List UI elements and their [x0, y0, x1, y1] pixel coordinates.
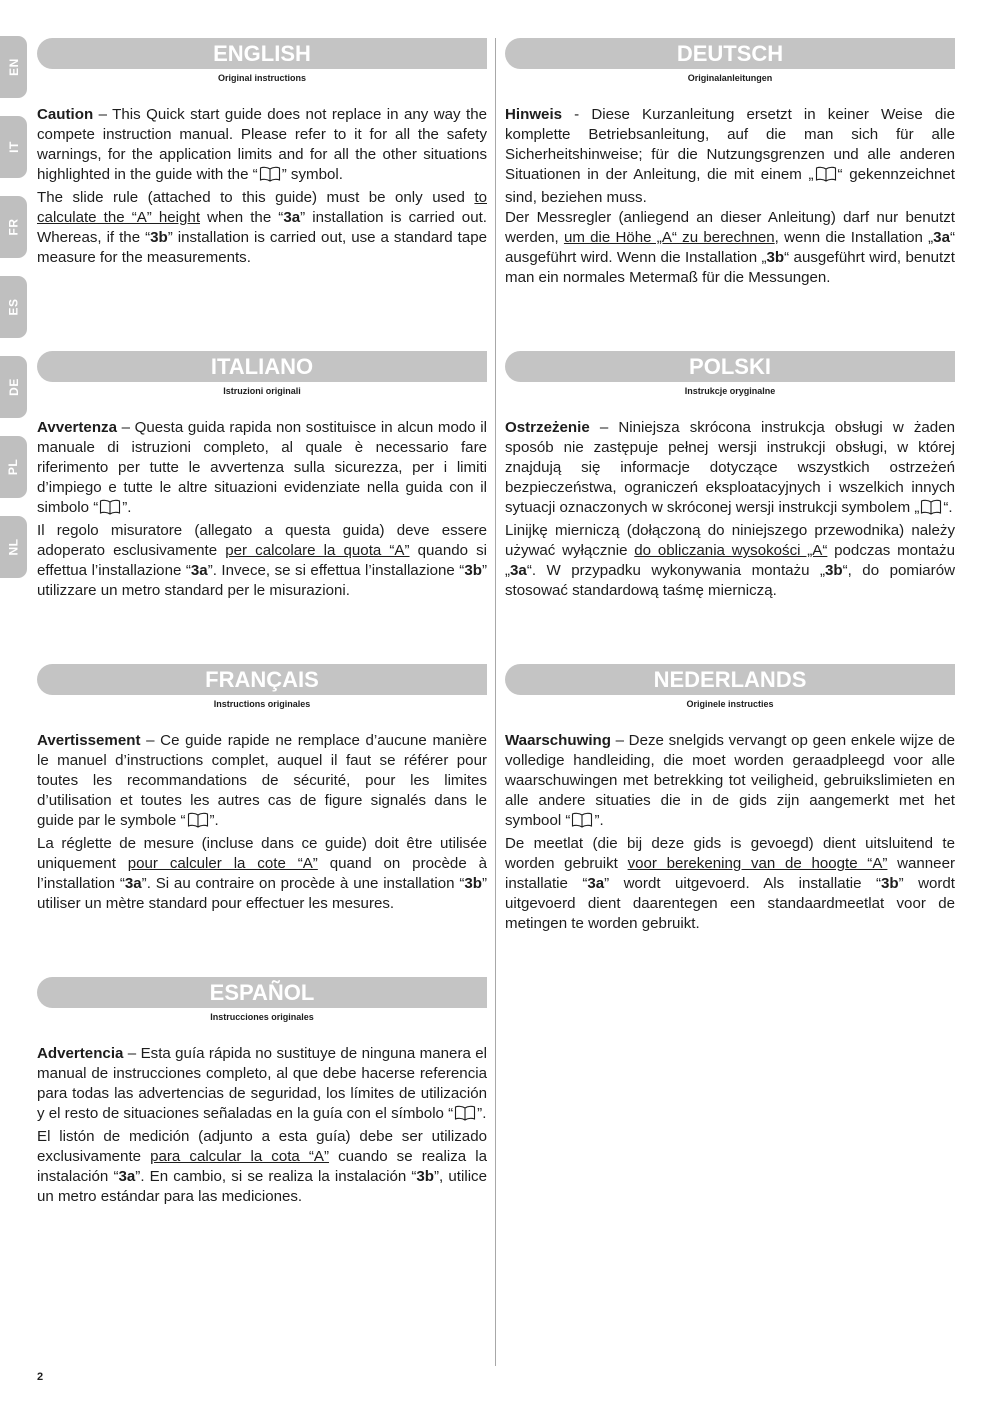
section-body [37, 105, 487, 268]
underlined-text: pour calculer la cote “A” [127, 855, 318, 872]
underlined-text: to calculate the “A” height [37, 189, 487, 226]
caution-paragraph [505, 731, 955, 834]
page-number: 2 [37, 1371, 44, 1383]
section-body [37, 418, 487, 601]
column-divider [495, 38, 496, 1366]
section-deutsch [505, 38, 955, 288]
section-body [37, 731, 487, 914]
text: wanneer installatie “ [505, 855, 955, 892]
section-title: ENGLISH [37, 38, 487, 69]
install-code-3a: 3a [933, 229, 950, 246]
install-code-3a: 3a [118, 1168, 136, 1185]
underlined-text: per calcolare la quota “A” [225, 542, 410, 559]
text: Il regolo misuratore (allegato a questa guida) deve essere adoperato esclusivamente [37, 522, 487, 559]
install-code-3a: 3a [587, 875, 605, 892]
install-code-3b: 3b [881, 875, 899, 892]
text: “, do pomiarów stosować standardową taśmę mierniczą. [505, 562, 955, 599]
text: “. W przypadku wykonywania montażu „ [526, 562, 825, 579]
install-code-3a: 3a [283, 209, 301, 226]
caution-lead: Waarschuwing [505, 732, 611, 749]
slide-rule-paragraph [37, 834, 487, 914]
text: – This Quick start guide does not replace in any way the compete instruction manual. Please refer to it for all the safety warnings, for the application limits and for all the other situations highlighted in the guide with the “ [37, 106, 487, 183]
section-title: ITALIANO [37, 351, 487, 382]
caution-lead: Avvertenza [37, 419, 117, 436]
section-nederlands [505, 664, 955, 934]
slide-rule-paragraph [37, 1127, 487, 1207]
caution-paragraph [505, 105, 955, 208]
tab-es[interactable] [0, 276, 27, 338]
text: – Niniejsza skrócona instrukcja obsługi w żaden sposób nie zastępuje pełnej wersji instrukcji obsługi, w której znajdują się informacje dotyczące wszystkich ostrzeżeń bezpieczeństwa, ograniczeń eksploatacyjnych i wszelkich innych sytuacji oznaczonych w skróconej wersji instrukcji symbolem „ [505, 419, 955, 516]
caution-lead: Ostrzeżenie [505, 419, 590, 436]
book-icon [920, 499, 942, 521]
section-francais [37, 664, 487, 914]
install-code-3b: 3b [766, 249, 785, 266]
underlined-text: do obliczania wysokości „A“ [634, 542, 828, 559]
section-title: ESPAÑOL [37, 977, 487, 1008]
tab-label: FR [6, 218, 21, 236]
text: ”. [477, 1105, 487, 1122]
tab-fr[interactable] [0, 196, 27, 258]
text: – Esta guía rápida no sustituye de ninguna manera el manual de instrucciones completo, al que debe hacerse referencia para todas las advertencias de seguridad, los límites de utilización y el resto de situaciones señaladas en la guía con el símbolo “ [37, 1045, 487, 1122]
install-code-3a: 3a [510, 562, 527, 579]
text: cuando se realiza la instalación “ [37, 1148, 487, 1185]
book-icon [187, 812, 209, 834]
text: ”. [122, 499, 132, 516]
caution-lead: Avertissement [37, 732, 141, 749]
book-icon [571, 812, 593, 834]
section-subtitle: Instrukcje oryginalne [684, 386, 776, 396]
section-subtitle: Instrucciones originales [210, 1012, 314, 1022]
text: ” utilizzare un metro standard per le misurazioni. [37, 562, 487, 599]
text: The slide rule (attached to this guide) must be only used [37, 189, 475, 206]
section-body [505, 105, 955, 288]
text: – Ce guide rapide ne remplace d’aucune manière le manuel d’instructions complet, auquel il faut se référer pour toutes les recommandations de sécurité, pour les limites d’utilisation et toutes les autres cas de figure signalés dans le guide par le symbole “ [37, 732, 487, 829]
text: ” installation is carried out, use a standard tape measure for the measurements. [37, 229, 488, 266]
text: “ ausgeführt wird, benutzt man ein normales Metermaß für die Messungen. [505, 249, 955, 286]
tab-nl[interactable] [0, 516, 27, 578]
text: Der Messregler (anliegend an dieser Anleitung) darf nur benutzt werden, [505, 209, 955, 246]
section-subtitle: Originele instructies [686, 699, 774, 709]
text: ” utiliser un mètre standard pour effectuer les mesures. [37, 875, 488, 912]
section-title: POLSKI [505, 351, 955, 382]
text: “. [943, 499, 953, 516]
text: ” wordt uitgevoerd dient daarentegen een standaardmeetlat voor de metingen te worden gebruikt. [505, 875, 955, 932]
text: El listón de medición (adjunto a esta guía) debe ser utilizado exclusivamente [37, 1128, 487, 1165]
tab-label: NL [6, 538, 21, 556]
install-code-3b: 3b [150, 229, 168, 246]
text: ”. Invece, se si effettua l’installazione “ [207, 562, 465, 579]
section-english [37, 38, 487, 268]
section-subtitle: Instructions originales [213, 699, 311, 709]
caution-paragraph [505, 418, 955, 521]
tab-pl[interactable] [0, 436, 27, 498]
section-espanol [37, 977, 487, 1207]
section-title: FRANÇAIS [37, 664, 487, 695]
text: when the “ [200, 209, 284, 226]
text: “ ausgeführt wird. Wenn die Installation „ [505, 229, 955, 266]
install-code-3b: 3b [464, 562, 482, 579]
text: podczas montażu „ [505, 542, 955, 579]
section-body [505, 731, 955, 934]
slide-rule-paragraph [37, 188, 487, 268]
text: De meetlat (die bij deze gids is gevoegd) dient uitsluitend te worden gebruikt [505, 835, 955, 872]
tab-label: DE [6, 378, 21, 396]
text: – Deze snelgids vervangt op geen enkele wijze de volledige handleiding, die moet worden geraadpleegd voor alle waarschuwingen met betrekking tot veiligheid, gebruikslimieten en alle andere situaties die in de gids zijn aangemerkt met het symbool “ [505, 732, 955, 829]
text: “ gekennzeichnet sind, beziehen muss. [505, 166, 955, 206]
section-italiano [37, 351, 487, 601]
text: quando si effettua l’installazione “ [37, 542, 488, 579]
section-body [505, 418, 955, 601]
book-icon [259, 166, 281, 188]
caution-paragraph [37, 105, 487, 188]
text: quand on procède à l’installation “ [37, 855, 487, 892]
tab-de[interactable] [0, 356, 27, 418]
caution-lead: Hinweis [505, 106, 563, 123]
text: ” installation is carried out. Whereas, if the “ [37, 209, 487, 246]
section-subtitle: Istruzioni originali [223, 386, 301, 396]
text: , wenn die Installation „ [774, 229, 934, 246]
text: - Diese Kurzanleitung ersetzt in keiner Weise die komplette Betriebsanleitung, auf die man sich für alle Sicherheitshinweise; für die Nutzungsgrenzen und alle anderen Situationen in der Anleitung, die mit einem „ [505, 106, 955, 183]
text: ” symbol. [281, 166, 343, 183]
slide-rule-paragraph [505, 208, 955, 288]
underlined-text: para calcular la cota “A” [150, 1148, 330, 1165]
section-title: DEUTSCH [505, 38, 955, 69]
slide-rule-paragraph [505, 834, 955, 934]
underlined-text: voor berekening van de hoogte “A” [627, 855, 888, 872]
text: ”. Si au contraire on procède à une installation “ [141, 875, 465, 892]
text: ” wordt uitgevoerd. Als installatie “ [604, 875, 881, 892]
section-body [37, 1044, 487, 1207]
tab-label: EN [6, 58, 21, 76]
book-icon [454, 1105, 476, 1127]
section-subtitle: Original instructions [217, 73, 306, 83]
caution-paragraph [37, 1044, 487, 1127]
text: ”, utilice un metro estándar para las mediciones. [37, 1168, 487, 1205]
slide-rule-paragraph [505, 521, 955, 601]
section-polski [505, 351, 955, 601]
install-code-3b: 3b [416, 1168, 435, 1185]
caution-paragraph [37, 731, 487, 834]
section-title: NEDERLANDS [505, 664, 955, 695]
text: ”. En cambio, si se realiza la instalación “ [135, 1168, 417, 1185]
text: – Questa guida rapida non sostituisce in alcun modo il manuale di istruzioni completo, al quale è necessario fare riferimento per tutte le avvertenza sulla sicurezza, per i limiti d’impiego e tutte le altre situazioni evidenziate nella guida con il simbolo “ [37, 419, 487, 516]
caution-lead: Advertencia [37, 1045, 124, 1062]
tab-label: IT [6, 141, 21, 153]
section-subtitle: Originalanleitungen [687, 73, 773, 83]
install-code-3b: 3b [464, 875, 482, 892]
underlined-text: um die Höhe „A“ zu berechnen [563, 229, 775, 246]
caution-lead: Caution [37, 106, 94, 123]
install-code-3a: 3a [190, 562, 208, 579]
book-icon [815, 166, 837, 188]
caution-paragraph [37, 418, 487, 521]
book-icon [99, 499, 121, 521]
tab-en[interactable] [0, 36, 27, 98]
install-code-3a: 3a [124, 875, 142, 892]
tab-label: ES [6, 298, 21, 316]
tab-label: PL [6, 458, 21, 476]
text: ”. [594, 812, 604, 829]
install-code-3b: 3b [824, 562, 843, 579]
text: Linijkę mierniczą (dołączoną do niniejszego przewodnika) należy używać wyłącznie [505, 522, 955, 559]
tab-it[interactable] [0, 116, 27, 178]
slide-rule-paragraph [37, 521, 487, 601]
text: ”. [209, 812, 219, 829]
text: La réglette de mesure (incluse dans ce guide) doit être utilisée uniquement [37, 835, 487, 872]
